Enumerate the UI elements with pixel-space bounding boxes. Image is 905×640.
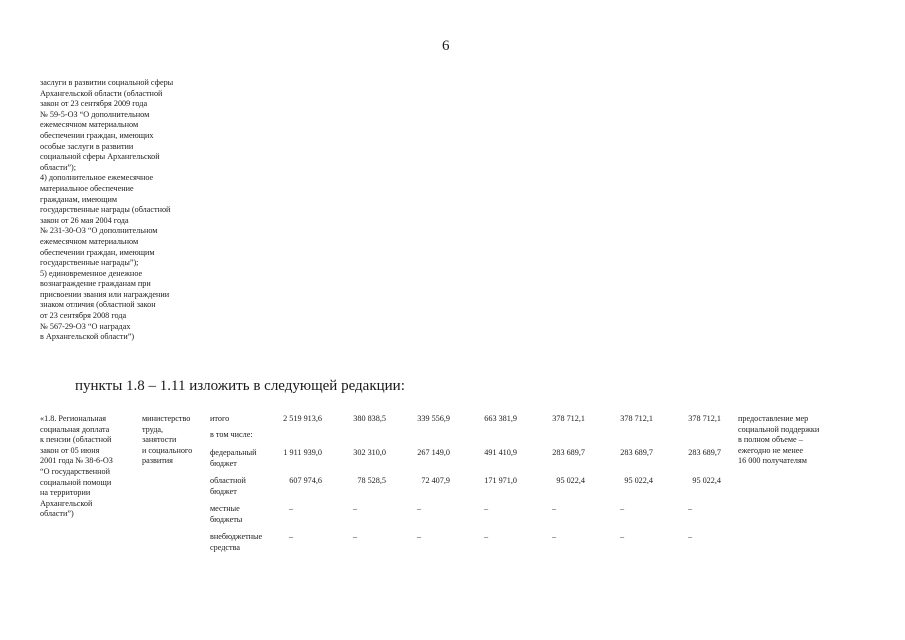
text-line: гражданам, имеющим: [40, 194, 118, 204]
row-label-line: средства: [210, 542, 241, 552]
text-line: особые заслуги в развитии: [40, 141, 134, 151]
text-line: присвоении звания или награждении: [40, 289, 170, 299]
text-line: от 23 сентября 2008 года: [40, 311, 127, 321]
executor-line: труда,: [142, 424, 164, 434]
value-cell: 171 971,0: [484, 476, 517, 485]
text-line: 5) единовременное денежное: [40, 268, 143, 278]
heading: пункты 1.8 – 1.11 изложить в следующей редакции:: [75, 378, 405, 394]
empty-value-cell: –: [483, 532, 489, 541]
text-line: обеспечении граждан, имеющих: [40, 130, 154, 140]
value-cell: 283 689,7: [552, 448, 585, 457]
result-line: предоставление мер: [738, 414, 809, 423]
value-cell: 283 689,7: [620, 448, 653, 457]
value-cell: 267 149,0: [417, 448, 450, 457]
row-label-line: бюджеты: [210, 514, 243, 524]
text-line: № 59-5-ОЗ “О дополнительном: [40, 109, 150, 119]
measure-line: Архангельской: [40, 498, 93, 508]
empty-value-cell: –: [619, 504, 625, 513]
text-line: заслуги в развитии социальной сферы: [40, 78, 174, 87]
executor-line: занятости: [142, 435, 177, 445]
text-line: социальной сферы Архангельской: [40, 152, 160, 162]
measure-line: к пенсии (областной: [40, 435, 112, 445]
text-line: вознаграждение гражданам при: [40, 279, 151, 289]
result-cell: [738, 414, 868, 467]
value-cell: 95 022,4: [556, 476, 585, 485]
text-line: области”);: [40, 162, 77, 172]
text-line: государственные награды”);: [40, 258, 139, 268]
measure-line: 2001 года № 38-6-ОЗ: [40, 456, 113, 466]
previous-text: [40, 78, 210, 343]
text-line: обеспечении граждан, имеющим: [40, 247, 155, 257]
value-cell: 378 712,1: [620, 414, 653, 423]
text-line: в Архангельской области”): [40, 332, 135, 342]
empty-value-cell: –: [352, 504, 358, 513]
value-cell: 378 712,1: [688, 414, 721, 423]
value-cell: 283 689,7: [688, 448, 721, 457]
value-cell: 78 528,5: [357, 476, 386, 485]
text-line: № 231-30-ОЗ “О дополнительном: [40, 226, 158, 236]
text-line: ежемесячном материальном: [40, 120, 139, 130]
measure-line: на территории: [40, 488, 91, 498]
empty-value-cell: –: [416, 504, 422, 513]
text-line: № 567-29-ОЗ “О наградах: [40, 321, 131, 331]
measure-line: закон от 05 июня: [40, 445, 100, 455]
row-label-line: областной: [210, 476, 246, 485]
empty-value-cell: –: [619, 532, 625, 541]
value-cell: 607 974,6: [289, 476, 322, 485]
row-label-line: итого: [210, 414, 230, 423]
measure-line: “О государственной: [40, 466, 110, 476]
text-line: закон от 23 сентября 2009 года: [40, 99, 148, 109]
measure-cell: [40, 414, 135, 520]
empty-value-cell: –: [687, 504, 693, 513]
empty-value-cell: –: [288, 532, 294, 541]
value-cell: 491 410,9: [484, 448, 517, 457]
page-number: 6: [442, 38, 450, 54]
text-line: ежемесячном материальном: [40, 236, 139, 246]
text-line: 4) дополнительное ежемесячное: [40, 173, 154, 183]
result-line: 16 000 получателям: [738, 456, 807, 466]
value-cell: 302 310,0: [353, 448, 386, 457]
value-cell: 663 381,9: [484, 414, 517, 423]
row-label-line: бюджет: [210, 486, 237, 496]
result-line: ежегодно не менее: [738, 445, 804, 455]
value-cell: 339 556,9: [417, 414, 450, 423]
empty-value-cell: –: [288, 504, 294, 513]
empty-value-cell: –: [551, 532, 557, 541]
empty-value-cell: –: [416, 532, 422, 541]
executor-cell: [142, 414, 207, 467]
value-cell: 95 022,4: [692, 476, 721, 485]
text-line: государственные награды (областной: [40, 205, 171, 215]
value-cell: 380 838,5: [353, 414, 386, 423]
row-label-line: федеральный: [210, 448, 257, 457]
result-line: в полном объеме –: [738, 435, 803, 445]
row-label-line: местные: [210, 504, 240, 513]
empty-value-cell: –: [551, 504, 557, 513]
row-label-line: внебюджетные: [210, 532, 263, 541]
result-line: социальной поддержки: [738, 424, 820, 434]
text-line: закон от 26 мая 2004 года: [40, 215, 129, 225]
measure-line: социальной помощи: [40, 477, 112, 487]
text-line: знаком отличия (областной закон: [40, 300, 156, 310]
row-label: [210, 430, 275, 441]
text-line: материальное обеспечение: [40, 183, 134, 193]
measure-line: области”): [40, 509, 74, 519]
value-cell: 72 407,9: [421, 476, 450, 485]
executor-line: министерство: [142, 414, 191, 423]
value-cell: 1 911 939,0: [283, 448, 322, 457]
row-label-line: бюджет: [210, 458, 237, 468]
measure-line: «1.8. Региональная: [40, 414, 107, 423]
value-cell: 95 022,4: [624, 476, 653, 485]
measure-line: социальная доплата: [40, 424, 110, 434]
executor-line: и социального: [142, 445, 193, 455]
row-label-line: в том числе:: [210, 430, 253, 439]
empty-value-cell: –: [352, 532, 358, 541]
executor-line: развития: [142, 456, 173, 466]
empty-value-cell: –: [687, 532, 693, 541]
value-cell: 378 712,1: [552, 414, 585, 423]
text-line: Архангельской области (областной: [40, 88, 163, 98]
empty-value-cell: –: [483, 504, 489, 513]
program-table: [40, 412, 870, 572]
value-cell: 2 519 913,6: [283, 414, 322, 423]
